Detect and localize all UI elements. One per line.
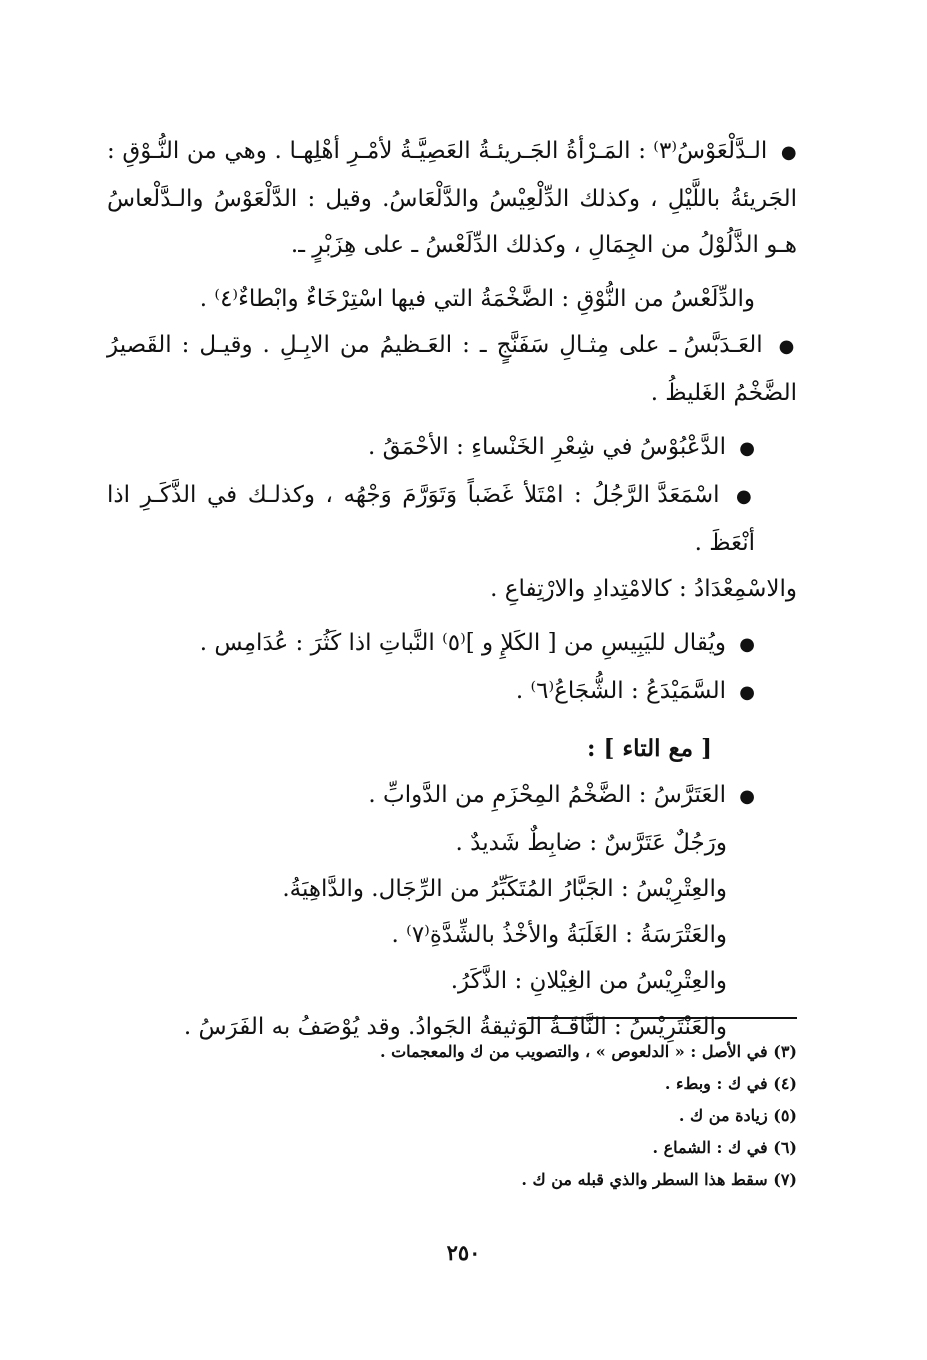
bullet-icon: ● [780,142,797,163]
section-heading: [ مع التاء ] : [586,735,712,762]
entry-antaris: والعَنْتَرِيْسُ : النَّاقَـةُ الوَثيقةُ الجَوادُ. وقد يُوْصَفُ به الفَرَسُ . [183,1014,727,1040]
entry-text: والاسْمِعْدَادُ : كالامْتِدادِ والارْتِفاعِ . [490,576,797,602]
bullet-icon: ● [739,786,755,807]
footnote-3: (٣) في الأصل : « الدلعوص » ، والتصويب من ك والمعجمات . [379,1042,797,1061]
entry-atarras [107,772,797,820]
entry-adabbas [107,322,797,416]
bullet-icon: ● [739,438,755,459]
entry-text: الدَّعْبُوْسُ في شِعْرِ الخَنْساءِ : الأحْمَقُ . [367,434,726,460]
bullet-icon: ● [739,682,755,703]
entry-text: السَّمَيْدَعُ : الشُّجَاعُ⁽٦⁾ . [515,678,726,704]
page-number: ٢٥٠ [446,1240,481,1265]
entry-samaida [107,668,797,716]
main-text [107,128,797,1050]
entry-text: والدِّلَعْسُ من النُّوْقِ : الضَّخْمَةُ التي فيها اسْتِرْخَاءٌ وابْطاءٌ⁽٤⁾ . [199,286,755,312]
footnote-4: (٤) في ك : وبطء . [664,1074,797,1093]
entry-ismaadda [107,472,797,566]
entry-text: اسْمَعَدَّ الرَّجُلُ : امْتَلأ غَضَباً وَتَوَرَّمَ وَجْهُه ، وكذلـك في الذَّكَـرِ اذا أنْعَظَ . [107,482,755,556]
entry-itris: والعِتْرِيْسُ : الجَبَّارُ المُتَكَبِّرُ من الرِّجَال. والدَّاهِيَةُ. [282,876,727,902]
entry-itris-ghilan: والعِتْرِيْسُ من الغِيْلانِ : الذَّكَرُ. [450,968,727,994]
bullet-icon: ● [739,634,755,655]
bullet-icon: ● [778,336,797,357]
footnote-5: (٥) زيادة من ك . [678,1106,797,1125]
entry-rajul-atarras: ورَجُلٌ عَتَرَّسٌ : ضابِطٌ شَديدٌ . [455,830,727,856]
entry-text: العَتَرَّسُ : الضَّخْمُ المِحْزَمِ من الدَّوابِّ . [368,782,726,808]
entry-dalaus [107,128,797,268]
entry-dilas [107,276,797,322]
entry-text: الـدَّلْعَوْسُ⁽٣⁾ : المَـرْأةُ الجَـريئـةُ العَصِيَّـةُ لأمْـرِ أهْلِهـا . وهي من النُّـوْقِ : الجَريئةُ باللَّيْلِ ، وكذلك الدِّلْعِيْسُ والدَّلْعَاسُ. وقيل : الدَّلْعَوْسُ والـدَّلْعاسُ هـو الذَّلُوْلُ من الجِمَالِ ، وكذلك الدِّلَعْسُ ـ على هِزَبْرٍ ـ. [107,138,797,258]
entry-ismidad [107,566,797,612]
footnotes [297,1036,797,1196]
bullet-icon: ● [736,486,755,507]
footnote-separator [527,1017,797,1019]
entry-udamis [107,620,797,668]
entry-text: العَـدَبَّسُ ـ على مِثـالِ سَفَنَّجٍ ـ : العَـظيمُ من الابِـلِ . وقيـل : القَصيرُ الضَّخْمُ الغَليظُ . [107,332,797,406]
entry-text: ويُقال لليَبِيسِ من [ الكَلإِ و ]⁽٥⁾ النَّباتِ اذا كَثُرَ : عُدَامِس . [199,630,726,656]
footnote-7: (٧) سقط هذا السطر والذي قبله من ك . [521,1170,797,1189]
entry-dabus [107,424,797,472]
footnote-6: (٦) في ك : الشماع . [652,1138,797,1157]
entry-atrasa: والعَتْرَسَةُ : الغَلَبَةُ والأخْذُ بالشِّدَّةِ⁽٧⁾ . [391,922,727,948]
